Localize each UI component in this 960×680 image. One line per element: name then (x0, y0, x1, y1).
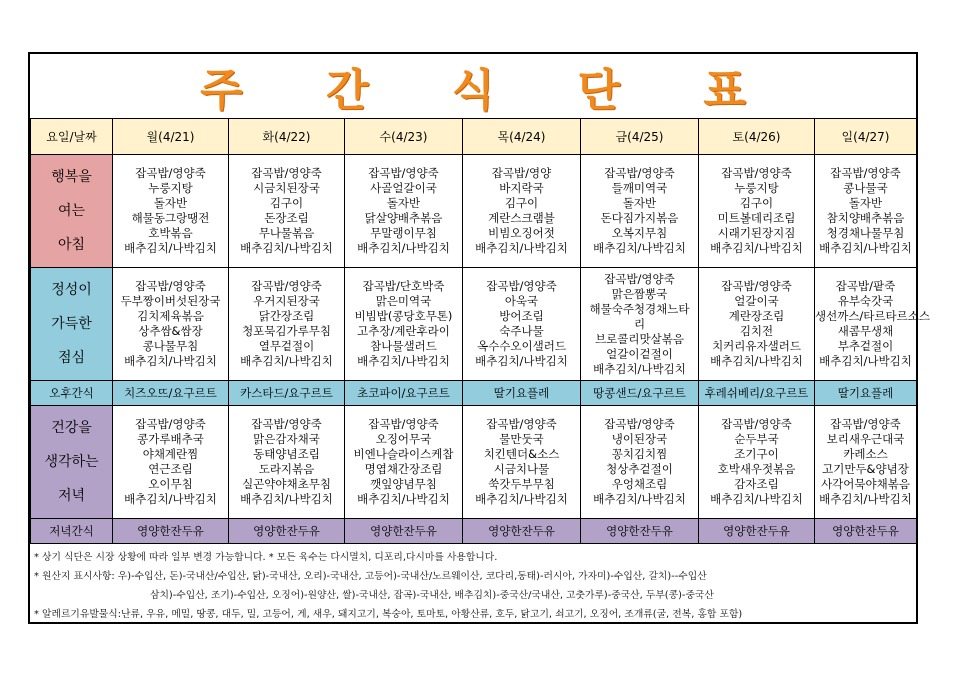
meal-label-line: 생각하는 (44, 454, 99, 470)
notes (34, 548, 914, 624)
menu-item: 사골얼갈이국 (370, 181, 437, 195)
snack-cell: 딸기요플레 (463, 381, 581, 406)
page-title: 주 간 식 단 표 (200, 65, 780, 116)
meal-label-line: 저녁 (57, 488, 86, 504)
menu-cell (113, 155, 229, 268)
snack-cell: 영양한잔두유 (581, 519, 699, 544)
meal-label-line: 가득한 (51, 316, 92, 332)
menu-item: 배추김치/나박김치 (357, 241, 450, 255)
meal-label-line: 여는 (57, 203, 86, 219)
menu-cell (815, 406, 917, 519)
menu-item: 잡곡밥/영양죽 (721, 279, 792, 293)
menu-item: 오징어무국 (375, 432, 432, 446)
snack-cell: 초코파이/요구르트 (345, 381, 463, 406)
menu-cell (463, 406, 581, 519)
menu-cell (463, 155, 581, 268)
meal-label-line: 점심 (57, 350, 86, 366)
menu-item: 배추김치/나박김치 (710, 241, 803, 255)
menu-cell (229, 268, 345, 381)
day-header: 토(4/26) (699, 119, 815, 155)
menu-cell (581, 268, 699, 381)
menu-item: 연근조림 (148, 462, 193, 476)
menu-item: 잡곡밥/팥죽 (835, 279, 896, 293)
menu-item: 조기구이 (734, 447, 779, 461)
menu-cell (345, 406, 463, 519)
snack-cell: 치즈오뜨/요구르트 (113, 381, 229, 406)
menu-item: 얼갈이겉절이 (606, 346, 673, 361)
menu-item: 동태양념조림 (253, 447, 320, 461)
menu-item: 꽁치김치찜 (611, 447, 668, 461)
breakfast-label (31, 155, 113, 268)
menu-item: 잡곡밥/영양죽 (486, 279, 557, 293)
menu-item: 배추김치/나박김치 (240, 354, 333, 368)
menu-item: 김구이 (504, 196, 539, 210)
menu-item: 오복지무침 (611, 226, 668, 240)
snack-cell: 땅콩샌드/요구르트 (581, 381, 699, 406)
menu-item: 돈다짐가지볶음 (600, 211, 679, 225)
menu-item: 배추김치/나박김치 (593, 361, 686, 376)
menu-item: 들깨미역국 (611, 181, 668, 195)
corner-header: 요일/날짜 (31, 119, 113, 155)
menu-item: 배추김치/나박김치 (475, 492, 568, 506)
menu-item: 돈장조림 (264, 211, 309, 225)
menu-item: 해물숙주청경채느타 (589, 301, 690, 316)
menu-item: 배추김치/나박김치 (357, 354, 450, 368)
menu-item: 배추김치/나박김치 (593, 241, 686, 255)
menu-item: 오이무침 (148, 477, 193, 491)
lunch-label (31, 268, 113, 381)
note-line: * 상기 식단은 시장 상황에 따라 일부 변경 가능합니다. * 모든 육수는 다시멸치, 디포리,다시마를 사용합니다. (34, 552, 498, 563)
menu-item: 잡곡밥/영양죽 (721, 166, 792, 180)
menu-item: 열무겉절이 (258, 339, 315, 353)
menu-item: 잡곡밥/영양죽 (135, 166, 206, 180)
menu-item: 부추겉절이 (837, 339, 894, 353)
menu-item: 잡곡밥/영양죽 (368, 166, 439, 180)
menu-item: 맑은미역국 (375, 294, 432, 308)
menu-item: 돌자반 (153, 196, 188, 210)
weekly-menu-table (30, 118, 930, 544)
note-line: * 알레르기유발물식:난류, 우유, 메밀, 땅콩, 대두, 밀, 고등어, 게, 새우, 돼지고기, 복숭아, 토마토, 아황산류, 호두, 닭고기, 쇠고기, 오징어, 조개류(굴, 전복, 홍합 포함) (34, 609, 743, 620)
header-row (31, 119, 917, 155)
snack-cell: 영양한잔두유 (815, 519, 917, 544)
snack-cell: 영양한잔두유 (345, 519, 463, 544)
menu-item: 야채계란찜 (142, 447, 199, 461)
menu-item: 고추장/계란후라이 (357, 324, 450, 338)
menu-cell (345, 155, 463, 268)
menu-item: 맑은감자채국 (253, 432, 320, 446)
menu-item: 김구이 (269, 196, 304, 210)
menu-item: 콩가루배추국 (137, 432, 204, 446)
menu-item: 배추김치/나박김치 (475, 241, 568, 255)
menu-item: 바지락국 (499, 181, 544, 195)
meal-label-line: 건강을 (51, 420, 92, 436)
menu-item: 배추김치/나박김치 (357, 492, 450, 506)
menu-item: 계란장조림 (728, 309, 785, 323)
menu-cell (815, 155, 917, 268)
day-header: 월(4/21) (113, 119, 229, 155)
menu-cell (581, 406, 699, 519)
menu-item: 돌자반 (848, 196, 883, 210)
dinner-row (31, 406, 917, 519)
menu-item: 잡곡밥/영양죽 (604, 417, 675, 431)
menu-item: 호박새우젓볶음 (717, 462, 796, 476)
menu-item: 숙주나물 (499, 324, 544, 338)
menu-item: 방어조림 (499, 309, 544, 323)
menu-item: 배추김치/나박김치 (124, 492, 217, 506)
menu-cell (229, 406, 345, 519)
menu-item: 명엽채간장조림 (364, 462, 443, 476)
menu-item: 해물동그랑땡전 (131, 211, 210, 225)
menu-item: 닭살양배추볶음 (364, 211, 443, 225)
menu-item: 잡곡밥/영양죽 (251, 279, 322, 293)
meal-label-line: 행복을 (51, 169, 92, 185)
menu-item: 리 (633, 316, 646, 331)
lunch-row (31, 268, 917, 381)
menu-item: 시금치된장국 (253, 181, 320, 195)
menu-item: 무나물볶음 (258, 226, 315, 240)
menu-item: 무말랭이무침 (370, 226, 437, 240)
menu-item: 우엉채조림 (611, 477, 668, 491)
menu-item: 콩나물국 (843, 181, 888, 195)
menu-item: 배추김치/나박김치 (819, 354, 912, 368)
day-header: 금(4/25) (581, 119, 699, 155)
menu-item: 브로콜리맛살볶음 (595, 331, 684, 346)
menu-item: 우거지된장국 (253, 294, 320, 308)
menu-item: 잡곡밥/영양죽 (135, 279, 206, 293)
snack-cell: 후레쉬베리/요구르트 (699, 381, 815, 406)
afternoon-snack-label: 오후간식 (31, 381, 113, 406)
note-line: 삼치)-수입산, 조기)-수입산, 오징어)-원양산, 쌀)-국내산, 잡곡)-국내산, 배추김치)-중국산/국내산, 고춧가루)-중국산, 두부(콩)-중국산 (150, 590, 714, 601)
menu-cell (699, 155, 815, 268)
menu-item: 보리새우근대국 (826, 432, 905, 446)
menu-item: 시금치나물 (493, 462, 550, 476)
menu-item: 배추김치/나박김치 (475, 354, 568, 368)
menu-item: 청경채나물무침 (826, 226, 905, 240)
evening-snack-label: 저녁간식 (31, 519, 113, 544)
menu-item: 새콤무생채 (837, 324, 894, 338)
menu-item: 콩나물무침 (142, 339, 199, 353)
menu-item: 돌자반 (622, 196, 657, 210)
day-header: 화(4/22) (229, 119, 345, 155)
menu-item: 잡곡밥/영양죽 (251, 166, 322, 180)
menu-item: 비빔오징어젓 (488, 226, 555, 240)
menu-item: 물만둣국 (499, 432, 544, 446)
menu-item: 얼갈이국 (734, 294, 779, 308)
menu-item: 실곤약야채초무침 (242, 477, 331, 491)
menu-item: 배추김치/나박김치 (710, 354, 803, 368)
menu-item: 아욱국 (504, 294, 539, 308)
menu-item: 김치전 (739, 324, 774, 338)
menu-item: 잡곡밥/단호박죽 (362, 279, 445, 293)
dinner-label (31, 406, 113, 519)
menu-item: 도라지볶음 (258, 462, 315, 476)
menu-item: 깻잎양념무침 (370, 477, 437, 491)
menu-item: 배추김치/나박김치 (124, 241, 217, 255)
menu-item: 배추김치/나박김치 (240, 241, 333, 255)
snack-cell: 영양한잔두유 (699, 519, 815, 544)
menu-item: 옥수수오이샐러드 (477, 339, 566, 353)
menu-cell (463, 268, 581, 381)
menu-item: 비엔나슬라이스케찹 (353, 447, 454, 461)
menu-cell (345, 268, 463, 381)
snack-cell: 영양한잔두유 (113, 519, 229, 544)
menu-item: 시래기된장지짐 (717, 226, 796, 240)
menu-item: 치커리유자샐러드 (712, 339, 801, 353)
menu-cell (699, 268, 815, 381)
day-header: 목(4/24) (463, 119, 581, 155)
menu-item: 감자조림 (734, 477, 779, 491)
snack-cell: 영양한잔두유 (229, 519, 345, 544)
menu-item: 배추김치/나박김치 (124, 354, 217, 368)
menu-item: 유부숙갓국 (837, 294, 894, 308)
afternoon-snack-row (31, 381, 917, 406)
menu-item: 누룽지탕 (734, 181, 779, 195)
menu-cell (113, 268, 229, 381)
menu-item: 미트볼데리조림 (717, 211, 796, 225)
menu-item: 청상추겉절이 (606, 462, 673, 476)
meal-label-line: 정성이 (51, 282, 92, 298)
menu-item: 계란스크램블 (488, 211, 555, 225)
menu-item: 두부짱이버섯된장국 (120, 294, 221, 308)
menu-item: 김치제육볶음 (137, 309, 204, 323)
menu-item: 사각어묵야채볶음 (821, 477, 910, 491)
menu-item: 쑥갓두부무침 (488, 477, 555, 491)
menu-item: 잡곡밥/영양죽 (830, 417, 901, 431)
menu-item: 김구이 (739, 196, 774, 210)
snack-cell: 딸기요플레 (815, 381, 917, 406)
menu-item: 잡곡밥/영양죽 (604, 166, 675, 180)
menu-item: 돌자반 (386, 196, 421, 210)
menu-item: 생선까스/타르타르소스 (815, 309, 930, 323)
evening-snack-row (31, 519, 917, 544)
menu-item: 순두부국 (734, 432, 779, 446)
snack-cell: 영양한잔두유 (463, 519, 581, 544)
menu-sheet (28, 52, 930, 624)
menu-item: 배추김치/나박김치 (240, 492, 333, 506)
menu-item: 참치양배추볶음 (826, 211, 905, 225)
meal-label-line: 아침 (57, 237, 86, 253)
menu-item: 청포묵김가루무침 (242, 324, 331, 338)
menu-item: 잡곡밥/영양죽 (135, 417, 206, 431)
menu-item: 냉이된장국 (611, 432, 668, 446)
menu-cell (581, 155, 699, 268)
menu-item: 배추김치/나박김치 (819, 241, 912, 255)
menu-item: 잡곡밥/영양죽 (830, 166, 901, 180)
menu-cell (699, 406, 815, 519)
menu-cell (229, 155, 345, 268)
menu-item: 상추쌈&쌈장 (138, 324, 203, 338)
menu-item: 닭간장조림 (258, 309, 315, 323)
menu-item: 치킨텐더&소스 (483, 447, 560, 461)
menu-item: 고기만두&양념장 (822, 462, 909, 476)
note-line: * 원산지 표시사항: 우)-수입산, 돈)-국내산/수입산, 닭)-국내산, 오리)-국내산, 고등어)-국내산/노르웨이산, 코다리,동태)-러시아, 가자미)-수입산, 갈치)--수입산 (34, 571, 707, 582)
menu-item: 카레소스 (843, 447, 888, 461)
menu-item: 잡곡밥/영양죽 (368, 417, 439, 431)
menu-cell (113, 406, 229, 519)
breakfast-row (31, 155, 917, 268)
menu-item: 비빔밥(콩당호무톤) (354, 309, 453, 323)
menu-item: 잡곡밥/영양죽 (251, 417, 322, 431)
menu-cell (815, 268, 930, 381)
menu-item: 배추김치/나박김치 (819, 492, 912, 506)
menu-item: 잡곡밥/영양죽 (486, 417, 557, 431)
menu-item: 잡곡밥/영양 (491, 166, 552, 180)
menu-item: 배추김치/나박김치 (710, 492, 803, 506)
menu-item: 배추김치/나박김치 (593, 492, 686, 506)
menu-item: 잡곡밥/영양죽 (604, 271, 675, 286)
day-header: 일(4/27) (815, 119, 917, 155)
menu-item: 맑은짬뽕국 (611, 286, 668, 301)
menu-item: 잡곡밥/영양죽 (721, 417, 792, 431)
menu-item: 호박볶음 (148, 226, 193, 240)
snack-cell: 카스타드/요구르트 (229, 381, 345, 406)
day-header: 수(4/23) (345, 119, 463, 155)
menu-item: 누룽지탕 (148, 181, 193, 195)
menu-item: 참나물샐러드 (370, 339, 437, 353)
